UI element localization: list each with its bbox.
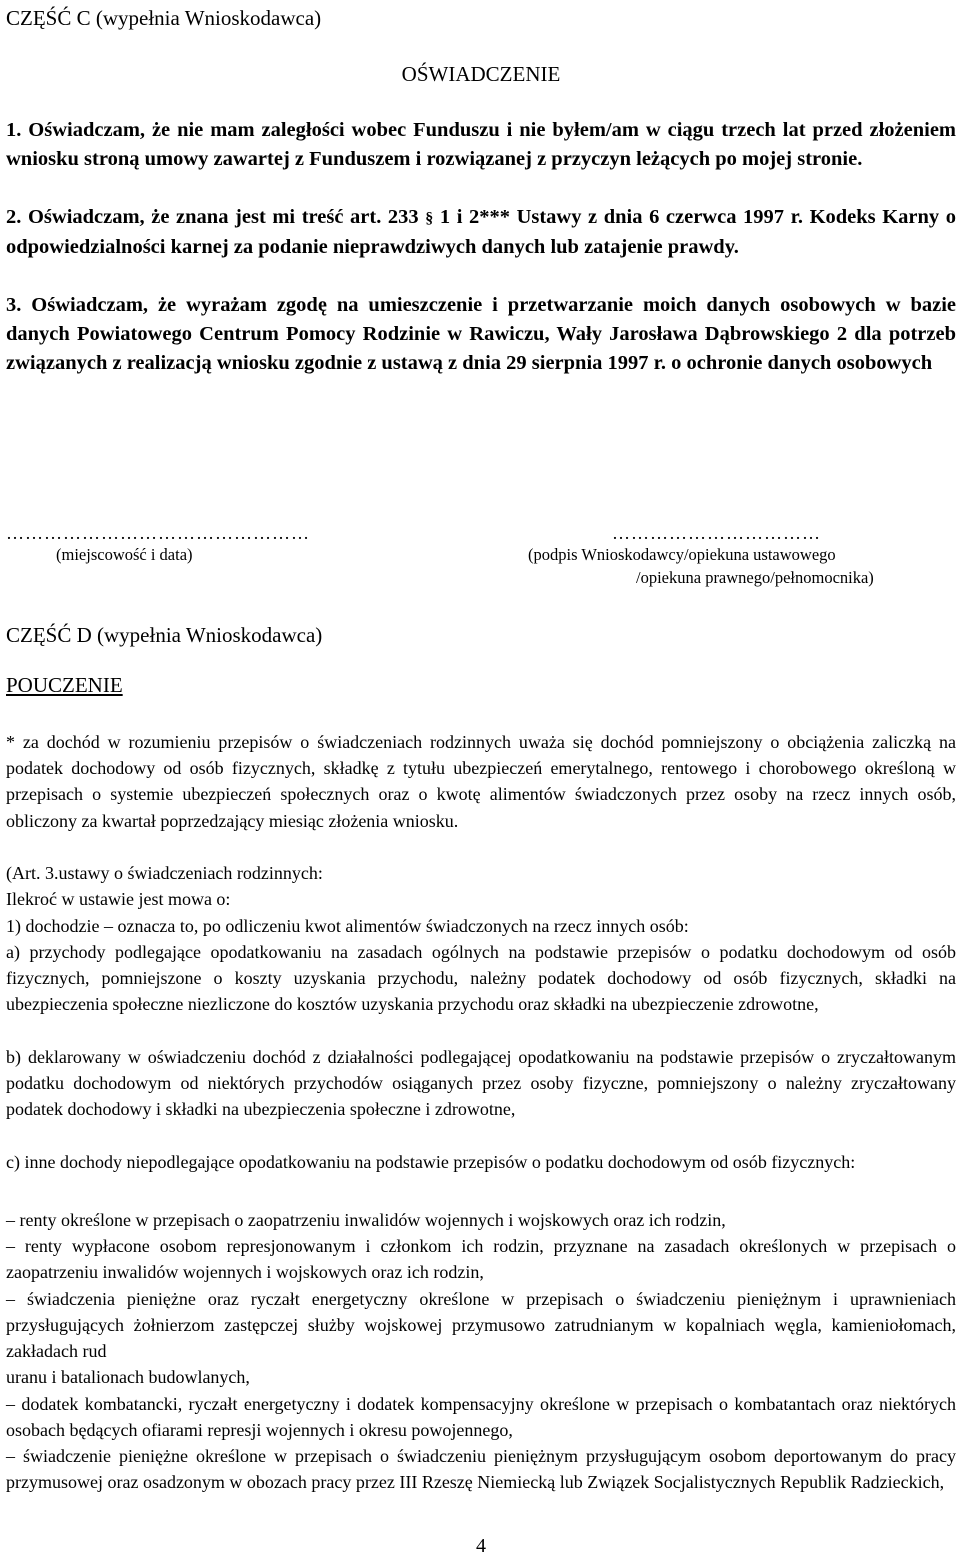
place-date-line: ………………………………………… — [6, 523, 310, 543]
part-c-title: CZĘŚĆ C (wypełnia Wnioskodawca) — [6, 6, 322, 30]
signature-caption-1: (podpis Wnioskodawcy/opiekuna ustawowego — [528, 545, 836, 564]
signature-line: …………………………… — [612, 523, 821, 543]
page-number: 4 — [476, 1535, 486, 1557]
dash-item-2: – renty wypłacone osobom represjonowanym i członkom ich rodzin, przyznane na zasadach określonych w przepisach o zaopatrzeniu inwalidów wojennych i wojskowych oraz ich rodzin, — [6, 1236, 956, 1283]
dash-item-1: – renty określone w przepisach o zaopatrzeniu inwalidów wojennych i wojskowych oraz ich rodzin, — [6, 1210, 726, 1230]
section-sign: § — [425, 210, 434, 227]
statement-2-part-a: 2. Oświadczam, że znana jest mi treść art. 233 — [6, 206, 419, 228]
signature-caption-2: /opiekuna prawnego/pełnomocnika) — [636, 568, 874, 587]
art-reference: (Art. 3.ustawy o świadczeniach rodzinnych: — [6, 863, 323, 883]
income-definition: * za dochód w rozumieniu przepisów o świadczeniach rodzinnych uważa się dochód pomniejszony o obciążenia zaliczką na podatek dochodowy od osób fizycznych, składkę z tytułu ubezpieczeń emerytalnego, rentowego i chorobowego określoną w przepisach o systemie ubezpieczeń społecznych oraz o kwotę alimentów świadczonych przez osoby na rzecz innych osób, obliczony za kwartał poprzedzający miesiąc złożenia wniosku. — [6, 732, 956, 831]
statement-1: 1. Oświadczam, że nie mam zaległości wobec Funduszu i nie byłem/am w ciągu trzech lat przed złożeniem wniosku stroną umowy zawartej z Funduszem i rozwiązanej z przyczyn leżących po mojej stronie. — [6, 119, 956, 170]
part-c-heading: OŚWIADCZENIE — [401, 62, 561, 86]
part-d-heading: POUCZENIE — [6, 673, 123, 697]
point-b: b) deklarowany w oświadczeniu dochód z działalności podlegającej opodatkowaniu na podstawie przepisów o zryczałtowanym podatku dochodowym od niektórych przychodów osiąganych przez osoby fizyczne, pomniejszony o należny zryczałtowany podatek dochodowy i składki na ubezpieczenia społeczne i zdrowotne, — [6, 1047, 956, 1120]
dash-item-3-cont: uranu i batalionach budowlanych, — [6, 1367, 250, 1387]
dash-item-4: – dodatek kombatancki, ryczałt energetyczny i dodatek kompensacyjny określone w przepisach o kombatantach oraz niektórych osobach będących ofiarami represji wojennych i okresu powojennego, — [6, 1394, 956, 1441]
point-c: c) inne dochody niepodlegające opodatkowaniu na podstawie przepisów o podatku dochodowym od osób fizycznych: — [6, 1152, 856, 1172]
place-date-caption: (miejscowość i data) — [56, 545, 193, 564]
dash-item-5: – świadczenie pieniężne określone w przepisach o świadczeniu pieniężnym przysługującym osobom deportowanym do pracy przymusowej oraz osadzonym w obozach pracy przez III Rzeszę Niemiecką lub Związek Socjalistycznych Republik Radzieckich, — [6, 1446, 956, 1493]
point-a: a) przychody podlegające opodatkowaniu na zasadach ogólnych na podstawie przepisów o podatku dochodowym od osób fizycznych, pomniejszone o koszty uzyskania przychodu, należny podatek dochodowy od osób fizycznych, składki na ubezpieczenia społeczne niezliczone do kosztów uzyskania przychodu oraz składki na ubezpieczenie zdrowotne, — [6, 942, 956, 1015]
statement-2-part-b: 1 i 2*** Ustawy z dnia 6 czerwca 1997 r. Kodeks Karny o odpowiedzialności karnej za podanie nieprawdziwych danych lub zatajenie prawdy. — [6, 206, 957, 258]
ilekroc-line: Ilekroć w ustawie jest mowa o: — [6, 889, 231, 909]
definition-1: 1) dochodzie – oznacza to, po odliczeniu kwot alimentów świadczonych na rzecz innych osób: — [6, 916, 689, 936]
statement-2 — [6, 203, 956, 262]
statement-3: 3. Oświadczam, że wyrażam zgodę na umieszczenie i przetwarzanie moich danych osobowych w bazie danych Powiatowego Centrum Pomocy Rodzinie w Rawiczu, Wały Jarosława Dąbrowskiego 2 dla potrzeb związanych z realizacją wniosku zgodnie z ustawą z dnia 29 sierpnia 1997 r. o ochronie danych osobowych — [6, 294, 956, 374]
dash-item-3: – świadczenia pieniężne oraz ryczałt energetyczny określone w przepisach o świadczeniu pieniężnym i uprawnieniach przysługujących żołnierzom zastępczej służby wojskowej przymusowo zatrudnianym w kopalniach węgla, kamieniołomach, zakładach rud — [6, 1289, 956, 1362]
part-d-title: CZĘŚĆ D (wypełnia Wnioskodawca) — [6, 623, 323, 647]
